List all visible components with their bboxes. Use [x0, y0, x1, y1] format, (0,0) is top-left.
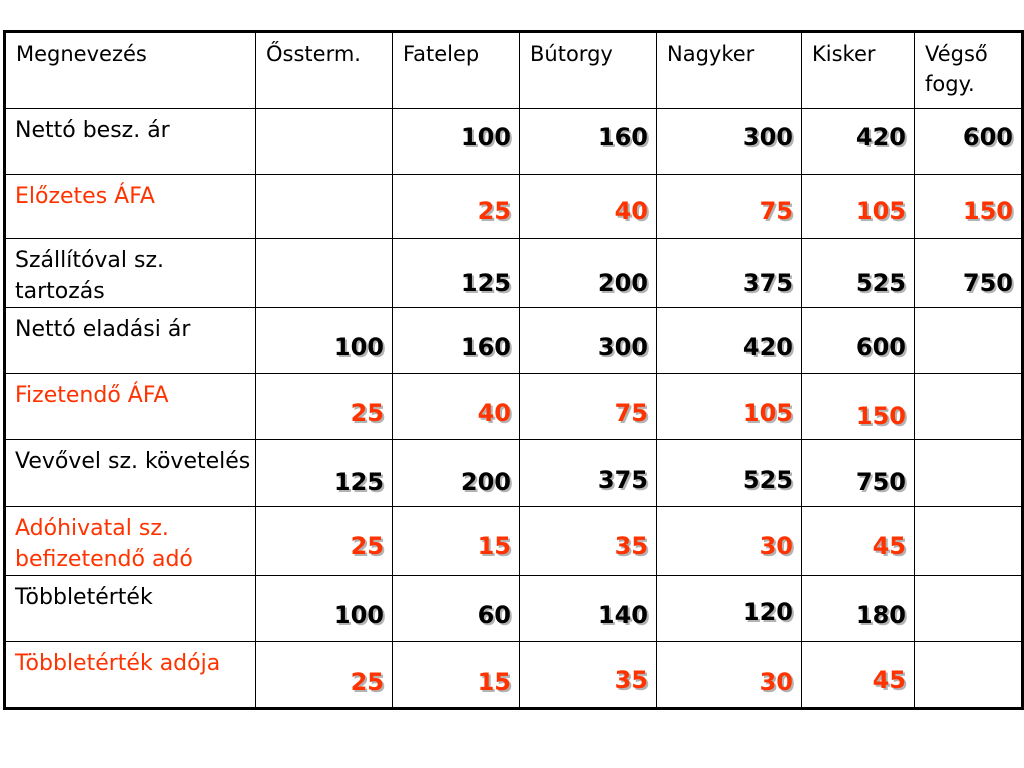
cell-value: 525 — [742, 466, 793, 494]
cell-value: 105 — [855, 197, 906, 225]
table-row — [5, 440, 1023, 507]
value-cell — [256, 239, 393, 308]
header-row — [5, 32, 1023, 109]
row-label: Nettó besz. ár — [5, 109, 256, 175]
value-cell — [802, 440, 915, 507]
value-cell — [915, 239, 1023, 308]
row-label: Fizetendő ÁFA — [5, 374, 256, 440]
value-cell — [393, 109, 520, 175]
value-cell — [520, 374, 657, 440]
header-fatelep: Fatelep — [393, 32, 520, 109]
cell-value: 750 — [962, 269, 1013, 297]
row-label: Többletérték — [5, 576, 256, 642]
value-cell — [657, 374, 802, 440]
table-row — [5, 175, 1023, 239]
cell-value: 35 — [614, 532, 648, 560]
cell-value: 40 — [477, 399, 511, 427]
cell-value: 75 — [614, 399, 648, 427]
cell-value: 150 — [962, 197, 1013, 225]
cell-value: 180 — [855, 601, 906, 629]
value-cell — [915, 642, 1023, 709]
value-cell — [657, 175, 802, 239]
row-label: Szállítóval sz. tartozás — [5, 239, 256, 308]
header-kisker: Kisker — [802, 32, 915, 109]
value-cell — [802, 642, 915, 709]
value-cell — [915, 374, 1023, 440]
cell-value: 160 — [460, 333, 511, 361]
header-megnevezes: Megnevezés — [5, 32, 256, 109]
row-label: Előzetes ÁFA — [5, 175, 256, 239]
value-cell — [520, 308, 657, 374]
cell-value: 105 — [742, 399, 793, 427]
cell-value: 30 — [759, 532, 793, 560]
value-cell — [915, 507, 1023, 576]
cell-value: 125 — [333, 468, 384, 496]
cell-value: 200 — [460, 468, 511, 496]
row-label: Nettó eladási ár — [5, 308, 256, 374]
cell-value: 75 — [759, 197, 793, 225]
table-row — [5, 507, 1023, 576]
cell-value: 60 — [477, 601, 511, 629]
value-cell — [256, 109, 393, 175]
cell-value: 525 — [855, 269, 906, 297]
value-cell — [393, 308, 520, 374]
value-cell — [657, 239, 802, 308]
value-cell — [915, 440, 1023, 507]
value-cell — [915, 576, 1023, 642]
table-row — [5, 109, 1023, 175]
cell-value: 125 — [460, 269, 511, 297]
cell-value: 375 — [597, 466, 648, 494]
value-cell — [256, 440, 393, 507]
value-cell — [520, 576, 657, 642]
value-cell — [802, 374, 915, 440]
value-cell — [802, 507, 915, 576]
value-cell — [393, 239, 520, 308]
value-cell — [393, 440, 520, 507]
cell-value: 25 — [477, 197, 511, 225]
value-cell — [520, 239, 657, 308]
cell-value: 600 — [855, 333, 906, 361]
value-cell — [393, 507, 520, 576]
cell-value: 15 — [477, 532, 511, 560]
header-butorgy: Bútorgy — [520, 32, 657, 109]
value-cell — [657, 576, 802, 642]
value-cell — [520, 440, 657, 507]
value-cell — [256, 642, 393, 709]
value-cell — [915, 109, 1023, 175]
cell-value: 45 — [872, 666, 906, 694]
cell-value: 35 — [614, 666, 648, 694]
cell-value: 420 — [742, 333, 793, 361]
cell-value: 15 — [477, 668, 511, 696]
cell-value: 300 — [742, 123, 793, 151]
table-row — [5, 308, 1023, 374]
value-cell — [802, 175, 915, 239]
cell-value: 25 — [350, 399, 384, 427]
row-label: Vevővel sz. követelés — [5, 440, 256, 507]
cell-value: 150 — [855, 402, 906, 430]
value-cell — [256, 576, 393, 642]
value-cell — [657, 507, 802, 576]
cell-value: 30 — [759, 668, 793, 696]
cell-value: 420 — [855, 123, 906, 151]
value-cell — [802, 239, 915, 308]
value-cell — [802, 109, 915, 175]
cell-value: 375 — [742, 269, 793, 297]
value-cell — [256, 175, 393, 239]
value-cell — [915, 175, 1023, 239]
value-cell — [520, 175, 657, 239]
cell-value: 200 — [597, 269, 648, 297]
cell-value: 45 — [872, 532, 906, 560]
cell-value: 100 — [333, 333, 384, 361]
cell-value: 25 — [350, 532, 384, 560]
header-nagyker: Nagyker — [657, 32, 802, 109]
value-cell — [802, 576, 915, 642]
value-cell — [520, 109, 657, 175]
header-osterm: Őssterm. — [256, 32, 393, 109]
value-cell — [256, 308, 393, 374]
value-cell — [657, 440, 802, 507]
value-cell — [520, 642, 657, 709]
value-cell — [393, 576, 520, 642]
value-cell — [915, 308, 1023, 374]
value-cell — [393, 642, 520, 709]
cell-value: 100 — [460, 123, 511, 151]
value-cell — [657, 308, 802, 374]
cell-value: 40 — [614, 197, 648, 225]
value-cell — [256, 374, 393, 440]
cell-value: 100 — [333, 601, 384, 629]
row-label: Adóhivatal sz. befizetendő adó — [5, 507, 256, 576]
cell-value: 25 — [350, 668, 384, 696]
cell-value: 750 — [855, 468, 906, 496]
row-label: Többletérték adója — [5, 642, 256, 709]
header-vegso-fogy: Végső fogy. — [915, 32, 1023, 109]
table-row — [5, 374, 1023, 440]
table-row — [5, 642, 1023, 709]
vat-chain-table — [3, 30, 1024, 710]
cell-value: 600 — [962, 123, 1013, 151]
table-row — [5, 239, 1023, 308]
cell-value: 140 — [597, 601, 648, 629]
cell-value: 300 — [597, 333, 648, 361]
table-row — [5, 576, 1023, 642]
value-cell — [520, 507, 657, 576]
value-cell — [393, 374, 520, 440]
value-cell — [393, 175, 520, 239]
value-cell — [256, 507, 393, 576]
value-cell — [657, 109, 802, 175]
value-cell — [657, 642, 802, 709]
table-body — [5, 109, 1023, 709]
cell-value: 120 — [742, 598, 793, 626]
cell-value: 160 — [597, 123, 648, 151]
value-cell — [802, 308, 915, 374]
